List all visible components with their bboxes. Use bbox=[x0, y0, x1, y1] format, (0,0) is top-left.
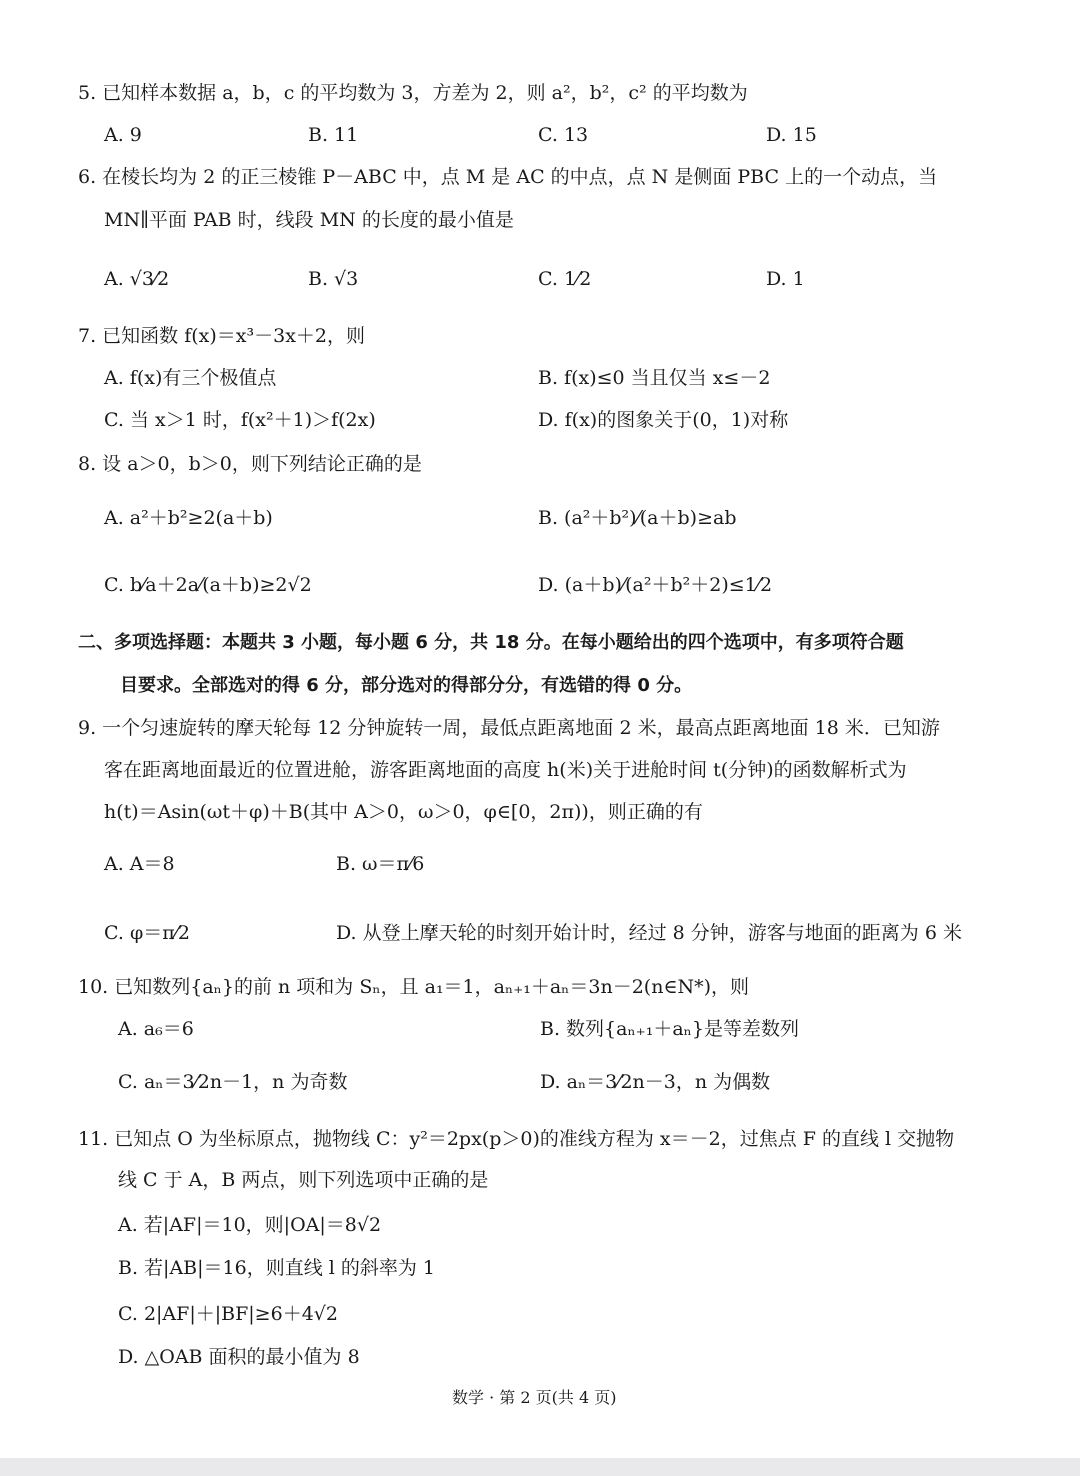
q7-option-c: C. 当 x＞1 时，f(x²＋1)＞f(2x) bbox=[104, 409, 376, 431]
q9-stem-line3: h(t)＝Asin(ωt＋φ)＋B(其中 A＞0，ω＞0，φ∈[0，2π))，则正确的有 bbox=[104, 801, 703, 823]
q8-option-c: C. b⁄a＋2a⁄(a＋b)≥2√2 bbox=[104, 574, 312, 596]
q9-stem-line1: 9. 一个匀速旋转的摩天轮每 12 分钟旋转一周，最低点距离地面 2 米，最高点距离地面 18 米．已知游 bbox=[78, 717, 940, 739]
q8-option-a: A. a²＋b²≥2(a＋b) bbox=[104, 507, 273, 529]
q8-option-b: B. (a²＋b²)⁄(a＋b)≥ab bbox=[538, 507, 737, 529]
q7-option-b: B. f(x)≤0 当且仅当 x≤－2 bbox=[538, 367, 771, 389]
q7-option-a: A. f(x)有三个极值点 bbox=[104, 367, 277, 389]
page-footer: 数学 · 第 2 页(共 4 页) bbox=[452, 1388, 617, 1407]
q6-stem-line2: MN∥平面 PAB 时，线段 MN 的长度的最小值是 bbox=[104, 209, 514, 231]
q11-option-a: A. 若|AF|＝10，则|OA|＝8√2 bbox=[118, 1214, 382, 1236]
q11-option-b: B. 若|AB|＝16，则直线 l 的斜率为 1 bbox=[118, 1257, 435, 1279]
q5-option-d: D. 15 bbox=[766, 124, 817, 146]
q5-option-b: B. 11 bbox=[308, 124, 359, 146]
q10-option-d: D. aₙ＝3⁄2n－3，n 为偶数 bbox=[540, 1071, 771, 1093]
q10-option-c: C. aₙ＝3⁄2n－1，n 为奇数 bbox=[118, 1071, 348, 1093]
q9-option-a: A. A＝8 bbox=[104, 853, 175, 875]
q6-option-c: C. 1⁄2 bbox=[538, 268, 592, 290]
q5-option-a: A. 9 bbox=[104, 124, 142, 146]
q5-stem: 5. 已知样本数据 a，b，c 的平均数为 3，方差为 2，则 a²，b²，c² 的平均数为 bbox=[78, 82, 748, 104]
q10-option-a: A. a₆＝6 bbox=[118, 1018, 194, 1040]
q10-stem: 10. 已知数列{aₙ}的前 n 项和为 Sₙ，且 a₁＝1，aₙ₊₁＋aₙ＝3n－2(n∈N*)，则 bbox=[78, 976, 750, 998]
section2-heading-line1: 二、多项选择题：本题共 3 小题，每小题 6 分，共 18 分。在每小题给出的四个选项中，有多项符合题 bbox=[78, 632, 904, 653]
q9-option-c: C. φ＝π⁄2 bbox=[104, 922, 190, 944]
q7-stem: 7. 已知函数 f(x)＝x³－3x＋2，则 bbox=[78, 325, 366, 347]
q5-option-c: C. 13 bbox=[538, 124, 589, 146]
q8-option-d: D. (a＋b)⁄(a²＋b²＋2)≤1⁄2 bbox=[538, 574, 773, 596]
q11-stem-line2: 线 C 于 A，B 两点，则下列选项中正确的是 bbox=[118, 1169, 489, 1191]
q9-option-d: D. 从登上摩天轮的时刻开始计时，经过 8 分钟，游客与地面的距离为 6 米 bbox=[336, 922, 962, 944]
q11-stem-line1: 11. 已知点 O 为坐标原点，抛物线 C：y²＝2px(p＞0)的准线方程为 x＝－2，过焦点 F 的直线 l 交抛物 bbox=[78, 1128, 955, 1150]
q9-stem-line2: 客在距离地面最近的位置进舱，游客距离地面的高度 h(米)关于进舱时间 t(分钟)的函数解析式为 bbox=[104, 759, 907, 781]
q11-option-d: D. △OAB 面积的最小值为 8 bbox=[118, 1346, 360, 1368]
q8-stem: 8. 设 a＞0，b＞0，则下列结论正确的是 bbox=[78, 453, 422, 475]
q7-option-d: D. f(x)的图象关于(0，1)对称 bbox=[538, 409, 789, 431]
q6-stem-line1: 6. 在棱长均为 2 的正三棱锥 P－ABC 中，点 M 是 AC 的中点，点 N 是侧面 PBC 上的一个动点，当 bbox=[78, 166, 938, 188]
section2-heading-line2: 目要求。全部选对的得 6 分，部分选对的得部分分，有选错的得 0 分。 bbox=[120, 675, 693, 696]
q11-option-c: C. 2|AF|＋|BF|≥6＋4√2 bbox=[118, 1303, 338, 1325]
q6-option-a: A. √3⁄2 bbox=[104, 268, 170, 290]
q6-option-d: D. 1 bbox=[766, 268, 805, 290]
q9-option-b: B. ω＝π⁄6 bbox=[336, 853, 425, 875]
q6-option-b: B. √3 bbox=[308, 268, 359, 290]
q10-option-b: B. 数列{aₙ₊₁＋aₙ}是等差数列 bbox=[540, 1018, 799, 1040]
bottom-edge-strip bbox=[0, 1458, 1080, 1476]
